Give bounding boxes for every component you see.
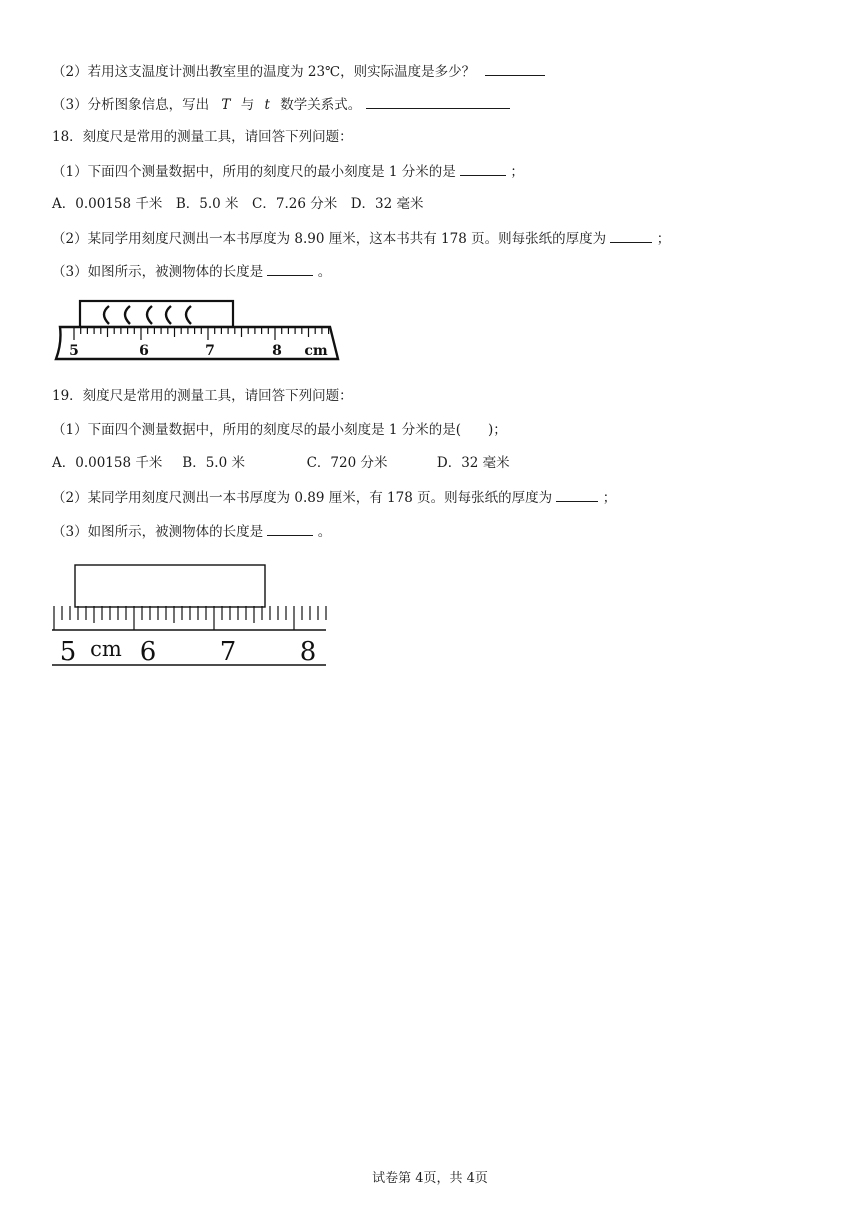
- q18-part3-end: 。: [317, 264, 332, 280]
- q19-ruler-label-8: 8: [299, 637, 317, 667]
- answer-blank[interactable]: [460, 162, 506, 176]
- q19-part2-end: ；: [602, 490, 617, 506]
- answer-blank[interactable]: [485, 62, 545, 76]
- q19-measured-object: [75, 565, 265, 607]
- q19-part2-text: （2）某同学用刻度尺测出一本书厚度为 0.89 厘米，有 178 页。则每张纸的厚度为: [52, 490, 553, 506]
- q17-part3-text-a: （3）分析图象信息，写出: [52, 97, 210, 113]
- page-footer: 试卷第 4页，共 4页: [372, 1171, 488, 1186]
- q17-part2-text: （2）若用这支温度计测出教室里的温度为 23℃，则实际温度是多少？: [52, 64, 476, 80]
- q17-part3-text-b: 数学关系式。: [280, 97, 362, 113]
- q17-part3: [52, 95, 510, 114]
- answer-blank[interactable]: [366, 95, 510, 109]
- answer-blank[interactable]: [556, 488, 598, 502]
- q19-option-b: B．5.0 米: [182, 455, 245, 471]
- q18-part3-text: （3）如图所示，被测物体的长度是: [52, 264, 264, 280]
- q18-part1-text: （1）下面四个测量数据中，所用的刻度尺的最小刻度是 1 分米的是: [52, 164, 456, 180]
- q19-options: [52, 454, 510, 472]
- q18-title: 18．刻度尺是常用的测量工具，请回答下列问题：: [52, 129, 353, 145]
- q19-ruler-unit: cm: [90, 637, 122, 661]
- q19-part1: （1）下面四个测量数据中，所用的刻度尽的最小刻度是 1 分米的是( )；: [52, 422, 507, 438]
- q19-title: 19．刻度尺是常用的测量工具，请回答下列问题：: [52, 388, 353, 404]
- q19-ruler-label-5: 5: [59, 637, 77, 667]
- q19-part3-end: 。: [317, 524, 332, 540]
- q18-options: A．0.00158 千米 B．5.0 米 C．7.26 分米 D．32 毫米: [52, 196, 424, 212]
- q19-option-c: C．720 分米: [306, 455, 388, 471]
- q19-option-a: A．0.00158 千米: [52, 455, 163, 471]
- q18-ruler-label-6: 6: [139, 343, 149, 359]
- q18-part2-end: ；: [656, 231, 671, 247]
- q19-part3: [52, 522, 331, 541]
- q19-ruler-figure: [50, 560, 330, 668]
- q18-ruler-label-7: 7: [205, 343, 215, 359]
- q18-part2: [52, 229, 670, 248]
- q18-ruler-unit: cm: [304, 343, 328, 359]
- answer-blank[interactable]: [267, 262, 313, 276]
- q19-ruler-label-6: 6: [139, 637, 157, 667]
- q19-option-d: D．32 毫米: [436, 455, 510, 471]
- q18-ruler-label-5: 5: [69, 343, 79, 359]
- q19-ruler-ticks: [54, 606, 326, 630]
- q18-part2-text: （2）某同学用刻度尺测出一本书厚度为 8.90 厘米，这本书共有 178 页。则每张纸的厚度为: [52, 231, 607, 247]
- q18-part1-end: ；: [510, 164, 524, 180]
- q19-ruler-label-7: 7: [219, 637, 237, 667]
- q17-part2: [52, 62, 545, 81]
- q18-ruler-label-8: 8: [272, 343, 282, 359]
- var-T: T: [221, 97, 231, 113]
- answer-blank[interactable]: [267, 522, 313, 536]
- answer-blank[interactable]: [610, 229, 652, 243]
- q18-ruler-body: [56, 327, 338, 359]
- var-t: t: [264, 97, 270, 113]
- q19-part3-text: （3）如图所示，被测物体的长度是: [52, 524, 264, 540]
- q17-word-and: 与: [240, 97, 255, 113]
- q18-part3: [52, 262, 331, 281]
- q18-ruler-figure: [52, 297, 342, 363]
- q19-part2: [52, 488, 616, 507]
- q18-part1: [52, 162, 524, 181]
